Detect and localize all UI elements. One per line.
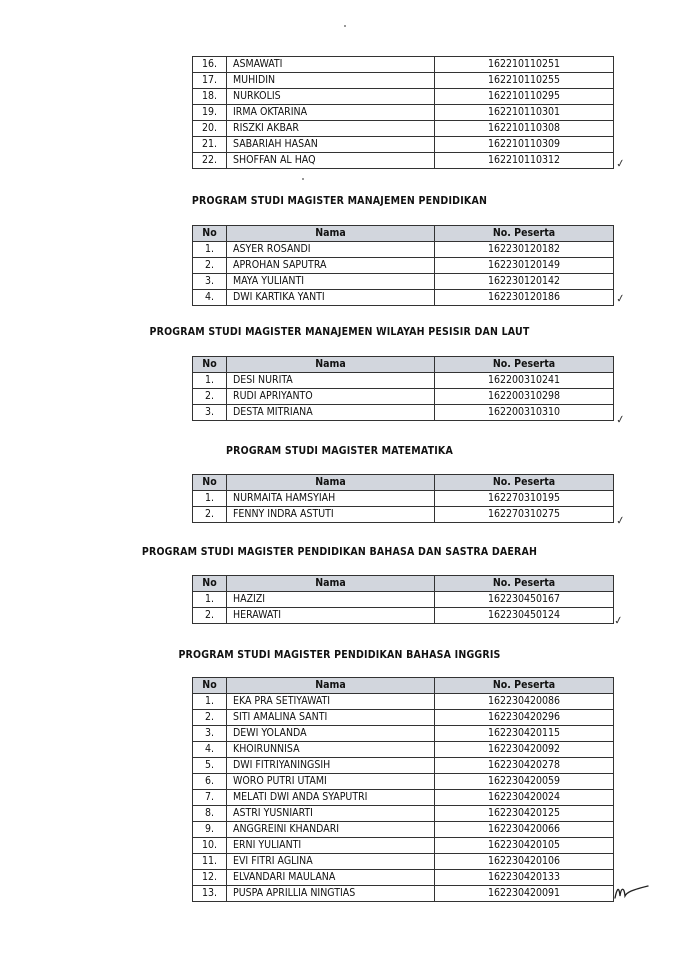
table-row (193, 242, 614, 258)
cell-nama: ASMAWATI (227, 57, 435, 73)
scan-speck (302, 178, 304, 180)
cell-no: 3. (193, 274, 227, 290)
table-row (193, 806, 614, 822)
cell-peserta: 162270310195 (435, 491, 614, 507)
participants-table (192, 356, 614, 421)
cell-no: 4. (193, 290, 227, 306)
cell-peserta: 162210110251 (435, 57, 614, 73)
cell-nama: ELVANDARI MAULANA (227, 870, 435, 886)
cell-peserta: 162230420133 (435, 870, 614, 886)
cell-peserta: 162210110312 (435, 153, 614, 169)
check-mark-icon: ✓ (614, 513, 627, 528)
table-row (193, 89, 614, 105)
cell-nama: MUHIDIN (227, 73, 435, 89)
cell-nama: ANGGREINI KHANDARI (227, 822, 435, 838)
table-row (193, 491, 614, 507)
table-row (193, 608, 614, 624)
table-row (193, 838, 614, 854)
cell-peserta: 162230420091 (435, 886, 614, 902)
handwritten-initial-mark (612, 880, 652, 904)
cell-nama: HERAWATI (227, 608, 435, 624)
cell-nama: ERNI YULIANTI (227, 838, 435, 854)
cell-peserta: 162230420115 (435, 726, 614, 742)
cell-no: 16. (193, 57, 227, 73)
table-section-4 (192, 575, 613, 624)
cell-no: 1. (193, 694, 227, 710)
cell-no: 21. (193, 137, 227, 153)
cell-nama: ASYER ROSANDI (227, 242, 435, 258)
cell-nama: DWI KARTIKA YANTI (227, 290, 435, 306)
cell-no: 1. (193, 242, 227, 258)
table-body (193, 57, 614, 169)
table-row (193, 854, 614, 870)
cell-nama: FENNY INDRA ASTUTI (227, 507, 435, 523)
cell-peserta: 162230420106 (435, 854, 614, 870)
header-peserta: No. Peserta (435, 576, 614, 592)
cell-peserta: 162230420296 (435, 710, 614, 726)
table-row (193, 758, 614, 774)
cell-peserta: 162230120186 (435, 290, 614, 306)
header-no: No (193, 357, 227, 373)
cell-no: 13. (193, 886, 227, 902)
cell-peserta: 162210110295 (435, 89, 614, 105)
cell-no: 20. (193, 121, 227, 137)
cell-nama: SABARIAH HASAN (227, 137, 435, 153)
check-mark-icon: ✓ (612, 613, 625, 628)
table-section-1 (192, 225, 613, 306)
cell-nama: MAYA YULIANTI (227, 274, 435, 290)
cell-nama: DESI NURITA (227, 373, 435, 389)
cell-no: 22. (193, 153, 227, 169)
cell-peserta: 162230450167 (435, 592, 614, 608)
table-body (193, 373, 614, 421)
table-header-row (193, 576, 614, 592)
cell-nama: APROHAN SAPUTRA (227, 258, 435, 274)
header-no: No (193, 576, 227, 592)
table-header-row (193, 678, 614, 694)
table-row (193, 153, 614, 169)
cell-no: 4. (193, 742, 227, 758)
cell-nama: HAZIZI (227, 592, 435, 608)
cell-nama: WORO PUTRI UTAMI (227, 774, 435, 790)
header-no: No (193, 226, 227, 242)
participants-table (192, 56, 614, 169)
table-row (193, 121, 614, 137)
table-row (193, 258, 614, 274)
table-row (193, 507, 614, 523)
cell-nama: IRMA OKTARINA (227, 105, 435, 121)
header-peserta: No. Peserta (435, 226, 614, 242)
cell-nama: NURKOLIS (227, 89, 435, 105)
table-continued (192, 56, 613, 169)
table-row (193, 137, 614, 153)
cell-peserta: 162270310275 (435, 507, 614, 523)
cell-peserta: 162230120142 (435, 274, 614, 290)
cell-peserta: 162230120149 (435, 258, 614, 274)
table-row (193, 710, 614, 726)
cell-no: 17. (193, 73, 227, 89)
cell-nama: RUDI APRIYANTO (227, 389, 435, 405)
cell-no: 1. (193, 592, 227, 608)
table-row (193, 822, 614, 838)
cell-nama: ASTRI YUSNIARTI (227, 806, 435, 822)
cell-nama: SHOFFAN AL HAQ (227, 153, 435, 169)
cell-no: 1. (193, 373, 227, 389)
table-row (193, 105, 614, 121)
cell-nama: PUSPA APRILLIA NINGTIAS (227, 886, 435, 902)
table-row (193, 742, 614, 758)
table-row (193, 290, 614, 306)
cell-no: 6. (193, 774, 227, 790)
participants-table (192, 575, 614, 624)
cell-peserta: 162210110309 (435, 137, 614, 153)
participants-table (192, 677, 614, 902)
header-no: No (193, 475, 227, 491)
table-row (193, 774, 614, 790)
cell-peserta: 162230420125 (435, 806, 614, 822)
cell-no: 2. (193, 710, 227, 726)
table-body (193, 592, 614, 624)
cell-no: 10. (193, 838, 227, 854)
cell-nama: SITI AMALINA SANTI (227, 710, 435, 726)
cell-peserta: 162230420024 (435, 790, 614, 806)
cell-no: 2. (193, 507, 227, 523)
scan-speck (344, 25, 346, 27)
header-no: No (193, 678, 227, 694)
cell-nama: DESTA MITRIANA (227, 405, 435, 421)
table-body (193, 491, 614, 523)
cell-peserta: 162230420105 (435, 838, 614, 854)
cell-no: 5. (193, 758, 227, 774)
check-mark-icon: ✓ (614, 291, 627, 306)
table-row (193, 592, 614, 608)
cell-nama: DWI FITRIYANINGSIH (227, 758, 435, 774)
header-nama: Nama (227, 475, 435, 491)
table-section-5 (192, 677, 613, 902)
section-title: PROGRAM STUDI MAGISTER PENDIDIKAN BAHASA INGGRIS (178, 649, 501, 661)
cell-peserta: 162230420086 (435, 694, 614, 710)
section-title: PROGRAM STUDI MAGISTER MANAJEMEN WILAYAH PESISIR DAN LAUT (149, 326, 530, 338)
cell-no: 8. (193, 806, 227, 822)
header-nama: Nama (227, 678, 435, 694)
cell-no: 2. (193, 608, 227, 624)
cell-peserta: 162230420059 (435, 774, 614, 790)
cell-peserta: 162200310241 (435, 373, 614, 389)
table-row (193, 790, 614, 806)
cell-no: 9. (193, 822, 227, 838)
table-header-row (193, 357, 614, 373)
cell-peserta: 162230120182 (435, 242, 614, 258)
check-mark-icon: ✓ (614, 412, 627, 427)
cell-peserta: 162230450124 (435, 608, 614, 624)
cell-peserta: 162200310298 (435, 389, 614, 405)
section-title: PROGRAM STUDI MAGISTER PENDIDIKAN BAHASA DAN SASTRA DAERAH (141, 546, 538, 558)
table-header-row (193, 226, 614, 242)
participants-table (192, 474, 614, 523)
cell-peserta: 162230420092 (435, 742, 614, 758)
cell-no: 1. (193, 491, 227, 507)
table-row (193, 726, 614, 742)
cell-no: 2. (193, 258, 227, 274)
check-mark-icon: ✓ (614, 156, 627, 171)
cell-nama: MELATI DWI ANDA SYAPUTRI (227, 790, 435, 806)
table-body (193, 242, 614, 306)
cell-no: 19. (193, 105, 227, 121)
header-nama: Nama (227, 576, 435, 592)
header-peserta: No. Peserta (435, 475, 614, 491)
cell-no: 12. (193, 870, 227, 886)
cell-no: 11. (193, 854, 227, 870)
table-row (193, 57, 614, 73)
cell-nama: NURMAITA HAMSYIAH (227, 491, 435, 507)
table-row (193, 373, 614, 389)
table-row (193, 870, 614, 886)
cell-peserta: 162210110308 (435, 121, 614, 137)
table-row (193, 405, 614, 421)
cell-nama: EVI FITRI AGLINA (227, 854, 435, 870)
participants-table (192, 225, 614, 306)
table-section-2 (192, 356, 613, 421)
table-row (193, 274, 614, 290)
cell-no: 7. (193, 790, 227, 806)
table-body (193, 694, 614, 902)
header-nama: Nama (227, 226, 435, 242)
cell-no: 18. (193, 89, 227, 105)
header-peserta: No. Peserta (435, 678, 614, 694)
table-row (193, 694, 614, 710)
table-row (193, 886, 614, 902)
section-title: PROGRAM STUDI MAGISTER MATEMATIKA (226, 445, 453, 457)
cell-no: 3. (193, 405, 227, 421)
cell-nama: RISZKI AKBAR (227, 121, 435, 137)
header-nama: Nama (227, 357, 435, 373)
table-row (193, 389, 614, 405)
cell-nama: KHOIRUNNISA (227, 742, 435, 758)
cell-peserta: 162210110301 (435, 105, 614, 121)
cell-peserta: 162210110255 (435, 73, 614, 89)
cell-nama: DEWI YOLANDA (227, 726, 435, 742)
section-title: PROGRAM STUDI MAGISTER MANAJEMEN PENDIDIKAN (191, 195, 488, 207)
cell-peserta: 162230420066 (435, 822, 614, 838)
cell-peserta: 162230420278 (435, 758, 614, 774)
cell-nama: EKA PRA SETIYAWATI (227, 694, 435, 710)
table-section-3 (192, 474, 613, 523)
header-peserta: No. Peserta (435, 357, 614, 373)
table-row (193, 73, 614, 89)
cell-no: 2. (193, 389, 227, 405)
cell-no: 3. (193, 726, 227, 742)
table-header-row (193, 475, 614, 491)
cell-peserta: 162200310310 (435, 405, 614, 421)
